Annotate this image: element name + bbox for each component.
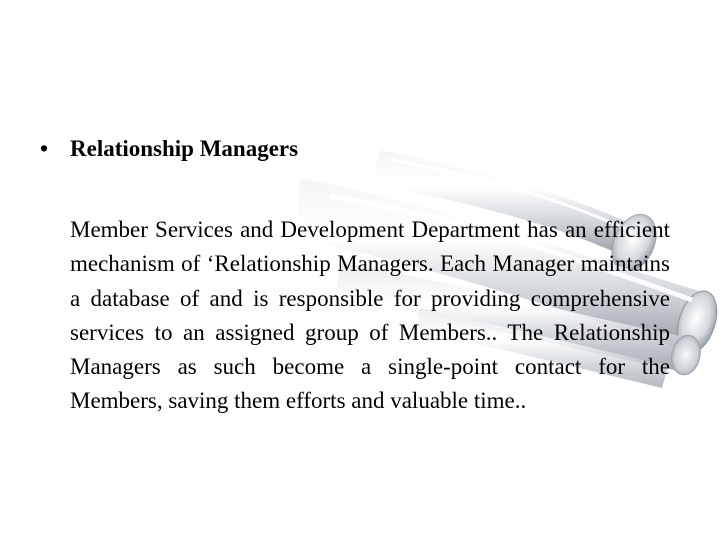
- body-paragraph: Member Services and Development Department has an efficient mechanism of ‘Relationship Managers. Each Manager maintains a database of and is responsible for providing comprehensive services to an assigned group of Members.. The Relationship Managers as such become a single-point contact for the Members, saving them efforts and valuable time..: [70, 217, 670, 414]
- heading-text: Relationship Managers: [70, 136, 299, 161]
- bullet-symbol: •: [40, 136, 49, 161]
- bullet-heading: [40, 134, 298, 164]
